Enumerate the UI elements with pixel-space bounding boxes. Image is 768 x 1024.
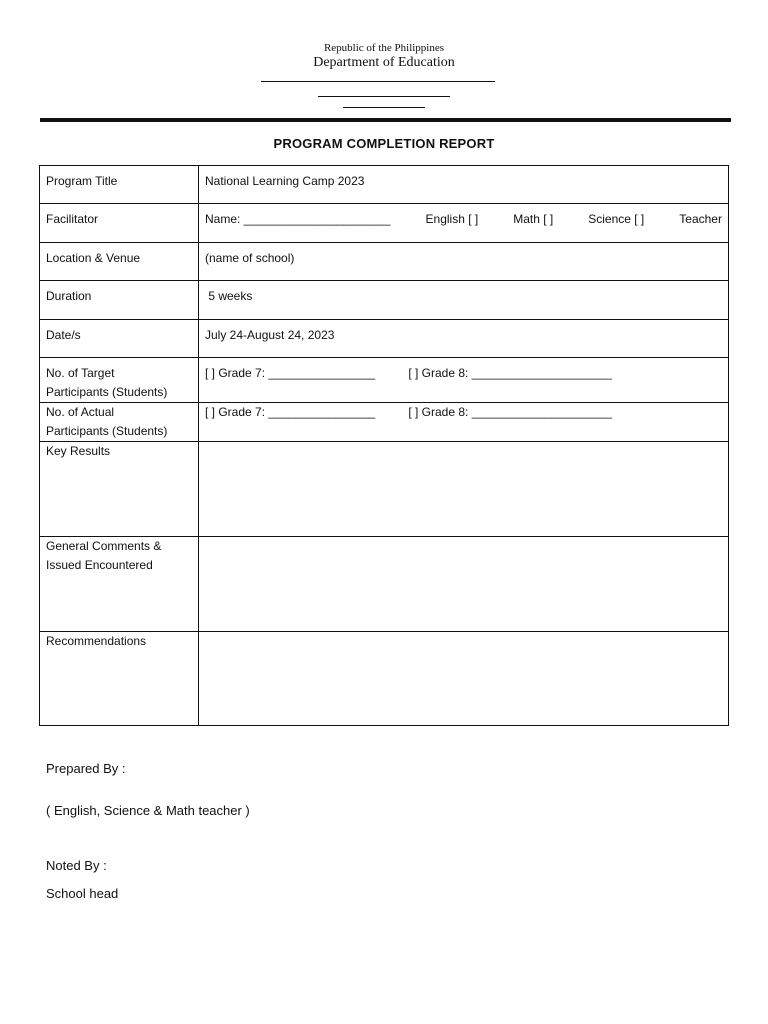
row-program-title xyxy=(40,166,729,204)
value-actual-participants xyxy=(199,403,729,442)
label-comments xyxy=(40,537,199,632)
label-location: Location & Venue xyxy=(40,243,199,281)
value-duration: 5 weeks xyxy=(199,281,729,320)
value-location: (name of school) xyxy=(199,243,729,281)
header-divider xyxy=(40,118,731,122)
label-actual-participants xyxy=(40,403,199,442)
label-target-line2: Participants (Students) xyxy=(46,385,168,399)
actual-grade8-field: [ ] Grade 8: _____________________ xyxy=(408,405,612,419)
noted-by-label: Noted By : xyxy=(46,858,107,873)
label-recommendations: Recommendations xyxy=(40,632,199,726)
value-dates: July 24-August 24, 2023 xyxy=(199,320,729,358)
row-target-participants xyxy=(40,358,729,403)
label-key-results: Key Results xyxy=(40,442,199,537)
target-grade7-field: [ ] Grade 7: ________________ xyxy=(205,366,376,380)
row-dates xyxy=(40,320,729,358)
label-target-line1: No. of Target xyxy=(46,366,115,380)
value-key-results xyxy=(199,442,729,537)
label-comments-line1: General Comments & xyxy=(46,539,162,553)
label-duration: Duration xyxy=(40,281,199,320)
header-line-1 xyxy=(261,81,495,82)
row-comments xyxy=(40,537,729,632)
prepared-by-role: ( English, Science & Math teacher ) xyxy=(46,803,250,818)
row-recommendations xyxy=(40,632,729,726)
row-facilitator xyxy=(40,204,729,243)
value-target-participants xyxy=(199,358,729,403)
row-key-results xyxy=(40,442,729,537)
row-duration xyxy=(40,281,729,320)
label-target-participants xyxy=(40,358,199,403)
actual-grade7-field: [ ] Grade 7: ________________ xyxy=(205,405,376,419)
label-facilitator: Facilitator xyxy=(40,204,199,243)
facilitator-name-field: Name: ______________________ xyxy=(205,212,391,226)
row-location xyxy=(40,243,729,281)
republic-heading: Republic of the Philippines xyxy=(323,42,445,54)
facilitator-math-checkbox: Math [ ] xyxy=(513,212,554,226)
row-actual-participants xyxy=(40,403,729,442)
prepared-by-label: Prepared By : xyxy=(46,761,126,776)
facilitator-science-checkbox: Science [ ] xyxy=(588,212,645,226)
value-facilitator xyxy=(199,204,729,243)
header-line-3 xyxy=(343,107,425,108)
department-heading: Department of Education xyxy=(313,55,455,70)
report-table xyxy=(39,165,729,726)
header-line-2 xyxy=(318,96,450,97)
value-comments xyxy=(199,537,729,632)
label-actual-line2: Participants (Students) xyxy=(46,424,168,438)
report-title: PROGRAM COMPLETION REPORT xyxy=(273,136,495,151)
target-grade8-field: [ ] Grade 8: _____________________ xyxy=(408,366,612,380)
label-actual-line1: No. of Actual xyxy=(46,405,115,419)
value-program-title: National Learning Camp 2023 xyxy=(199,166,729,204)
facilitator-english-checkbox: English [ ] xyxy=(425,212,479,226)
facilitator-teacher-text: Teacher xyxy=(679,212,722,226)
value-recommendations xyxy=(199,632,729,726)
label-comments-line2: Issued Encountered xyxy=(46,558,153,572)
label-program-title: Program Title xyxy=(40,166,199,204)
noted-by-role: School head xyxy=(46,886,119,901)
label-dates: Date/s xyxy=(40,320,199,358)
